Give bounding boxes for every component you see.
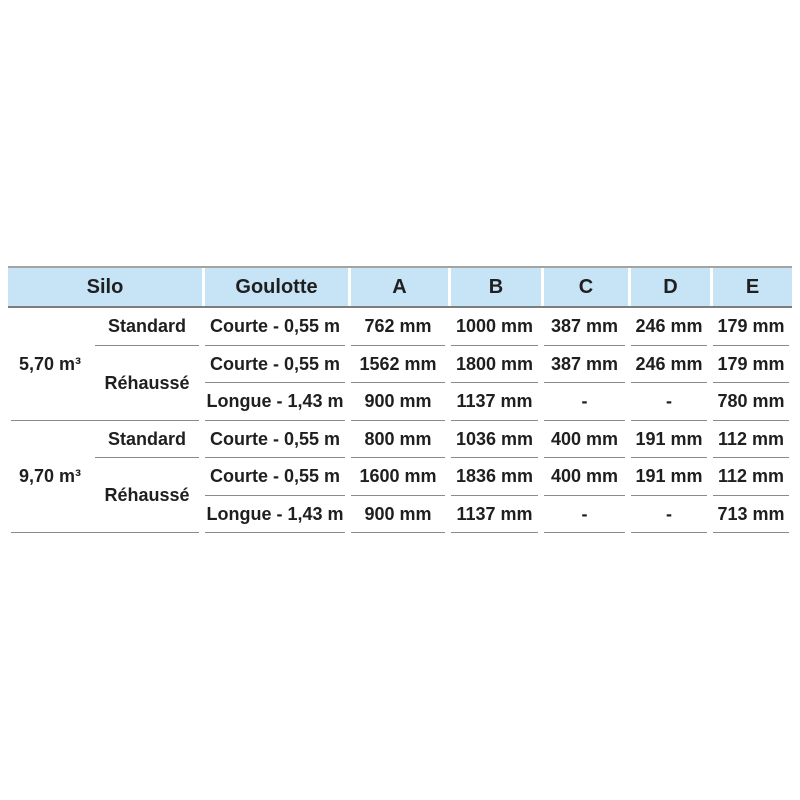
silo-volume-cell: 9,70 m³ <box>8 421 92 534</box>
col-header-goulotte: Goulotte <box>202 268 348 306</box>
dim-e-cell: 179 mm <box>710 308 792 346</box>
dim-d-cell: 191 mm <box>628 458 710 496</box>
goulotte-cell: Courte - 0,55 m <box>202 346 348 384</box>
silo-type-cell: Réhaussé <box>92 346 202 421</box>
dim-a-cell: 900 mm <box>348 496 448 534</box>
dim-e-cell: 112 mm <box>710 421 792 459</box>
goulotte-cell: Longue - 1,43 m <box>202 496 348 534</box>
dim-e-cell: 780 mm <box>710 383 792 421</box>
dim-c-cell: 400 mm <box>541 458 628 496</box>
dim-c-cell: - <box>541 383 628 421</box>
spec-table-grid <box>8 266 792 533</box>
dim-b-cell: 1836 mm <box>448 458 541 496</box>
silo-type-cell: Standard <box>92 421 202 459</box>
dim-c-cell: 400 mm <box>541 421 628 459</box>
dim-d-cell: - <box>628 496 710 534</box>
silo-volume-cell: 5,70 m³ <box>8 308 92 421</box>
dim-a-cell: 1600 mm <box>348 458 448 496</box>
col-header-e: E <box>710 268 792 306</box>
dim-c-cell: 387 mm <box>541 346 628 384</box>
dim-a-cell: 1562 mm <box>348 346 448 384</box>
silo-spec-table <box>8 266 792 533</box>
dim-b-cell: 1800 mm <box>448 346 541 384</box>
col-header-a: A <box>348 268 448 306</box>
dim-d-cell: 246 mm <box>628 308 710 346</box>
dim-e-cell: 112 mm <box>710 458 792 496</box>
col-header-b: B <box>448 268 541 306</box>
col-header-d: D <box>628 268 710 306</box>
dim-b-cell: 1036 mm <box>448 421 541 459</box>
dim-d-cell: 191 mm <box>628 421 710 459</box>
dim-c-cell: 387 mm <box>541 308 628 346</box>
dim-d-cell: 246 mm <box>628 346 710 384</box>
silo-type-cell: Standard <box>92 308 202 346</box>
col-header-c: C <box>541 268 628 306</box>
goulotte-cell: Longue - 1,43 m <box>202 383 348 421</box>
goulotte-cell: Courte - 0,55 m <box>202 421 348 459</box>
goulotte-cell: Courte - 0,55 m <box>202 308 348 346</box>
col-header-silo: Silo <box>8 268 202 306</box>
dim-e-cell: 713 mm <box>710 496 792 534</box>
dim-b-cell: 1137 mm <box>448 383 541 421</box>
dim-e-cell: 179 mm <box>710 346 792 384</box>
dim-b-cell: 1137 mm <box>448 496 541 534</box>
goulotte-cell: Courte - 0,55 m <box>202 458 348 496</box>
dim-a-cell: 762 mm <box>348 308 448 346</box>
dim-c-cell: - <box>541 496 628 534</box>
dim-b-cell: 1000 mm <box>448 308 541 346</box>
dim-d-cell: - <box>628 383 710 421</box>
dim-a-cell: 800 mm <box>348 421 448 459</box>
dim-a-cell: 900 mm <box>348 383 448 421</box>
silo-type-cell: Réhaussé <box>92 458 202 533</box>
